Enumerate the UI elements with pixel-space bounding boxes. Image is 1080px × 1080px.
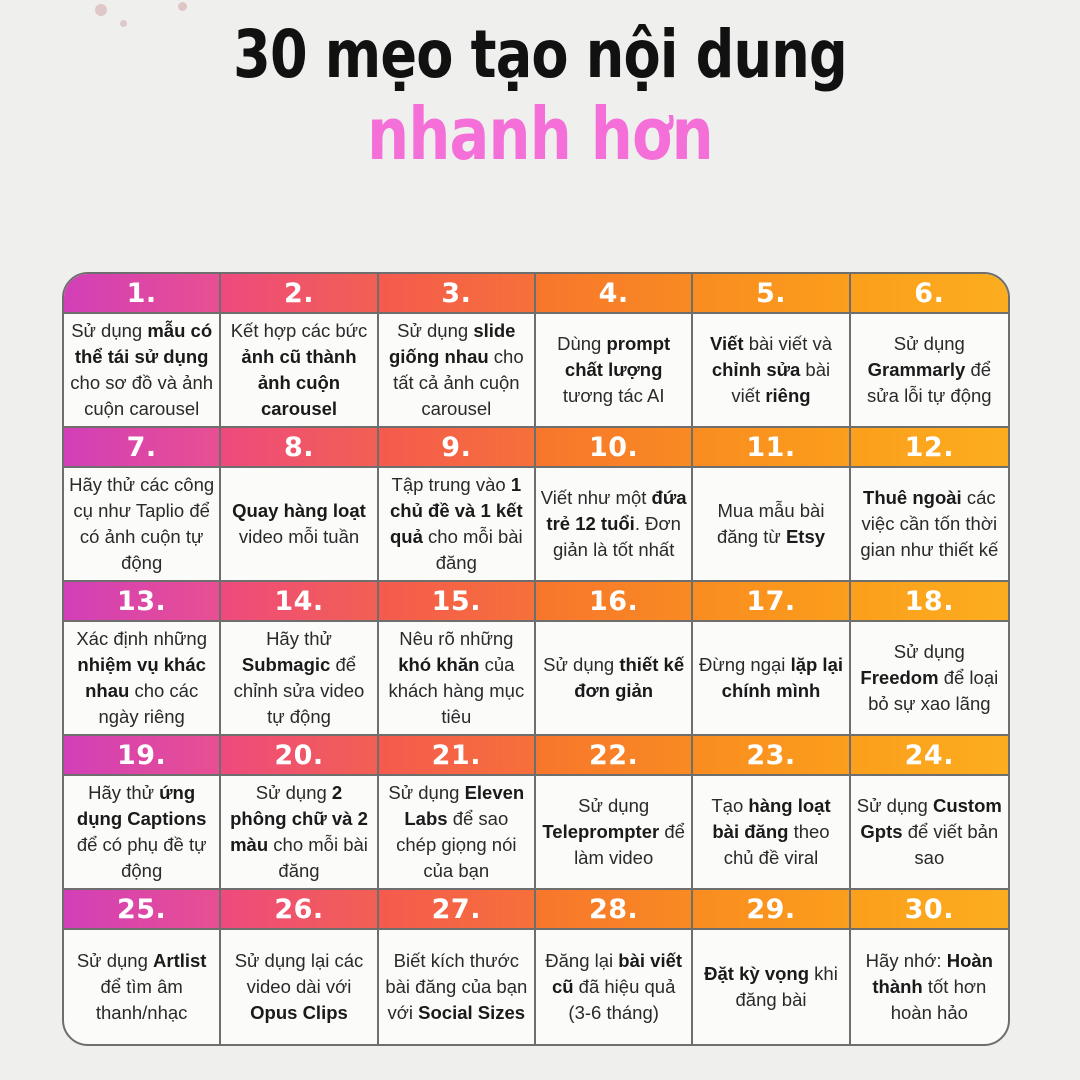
tip-number: 6.: [851, 274, 1008, 314]
tip-text: Sử dụng Grammarly để sửa lỗi tự động: [867, 333, 992, 406]
tip-text: Hãy thử các công cụ như Taplio để có ảnh cuộn tự động: [69, 474, 215, 573]
tip-number: 2.: [221, 274, 376, 314]
tip-text: Sử dụng thiết kế đơn giản: [543, 654, 685, 701]
tip-card: [379, 582, 536, 736]
tip-card: [64, 582, 221, 736]
tip-card: [536, 428, 693, 582]
title-line-1: 30 mẹo tạo nội dung: [233, 16, 847, 93]
page-title: [0, 16, 1080, 176]
tip-text: Hãy nhớ: Hoàn thành tốt hơn hoàn hảo: [865, 950, 993, 1023]
tips-grid: [62, 272, 1010, 1046]
tip-text: Sử dụng slide giống nhau cho tất cả ảnh cuộn carousel: [388, 320, 524, 419]
tip-text: Đăng lại bài viết cũ đã hiệu quả (3-6 tháng): [545, 950, 683, 1023]
tip-number: 10.: [536, 428, 691, 468]
tip-number: 17.: [693, 582, 848, 622]
tip-number: 24.: [851, 736, 1008, 776]
tip-text: Kết hợp các bức ảnh cũ thành ảnh cuộn carousel: [230, 320, 368, 419]
tip-number: 4.: [536, 274, 691, 314]
tip-text: Hãy thử ứng dụng Captions để có phụ đề tự động: [76, 782, 207, 881]
tip-text: Quay hàng loạt video mỗi tuần: [232, 500, 366, 547]
tip-card: [64, 736, 221, 890]
tip-number: 25.: [64, 890, 219, 930]
decorative-blossom: [95, 4, 107, 16]
tip-text: Hãy thử Submagic để chỉnh sửa video tự động: [233, 628, 365, 727]
tip-card: [221, 582, 378, 736]
tip-text: Viết bài viết và chỉnh sửa bài viết riêng: [709, 333, 833, 406]
tip-number: 14.: [221, 582, 376, 622]
tip-card: [851, 274, 1008, 428]
decorative-blossom: [178, 2, 187, 11]
tip-number: 21.: [379, 736, 534, 776]
tip-card: [64, 274, 221, 428]
tip-number: 7.: [64, 428, 219, 468]
tip-text: Sử dụng lại các video dài với Opus Clips: [234, 950, 364, 1023]
tip-text: Thuê ngoài các việc cần tốn thời gian như thiết kế: [860, 487, 999, 560]
tip-card: [379, 428, 536, 582]
tip-text: Sử dụng Freedom để loại bỏ sự xao lãng: [860, 641, 999, 714]
tip-card: [536, 274, 693, 428]
tip-card: [221, 890, 378, 1044]
tip-number: 15.: [379, 582, 534, 622]
tip-number: 8.: [221, 428, 376, 468]
tip-number: 19.: [64, 736, 219, 776]
tip-number: 27.: [379, 890, 534, 930]
tip-card: [536, 890, 693, 1044]
tip-text: Biết kích thước bài đăng của bạn với Social Sizes: [385, 950, 528, 1023]
tip-text: Đặt kỳ vọng khi đăng bài: [704, 963, 838, 1010]
tip-text: Sử dụng Eleven Labs để sao chép giọng nói của bạn: [388, 782, 525, 881]
tip-card: [64, 890, 221, 1044]
tip-card: [693, 890, 850, 1044]
tip-card: [693, 428, 850, 582]
tip-card: [693, 274, 850, 428]
tip-card: [536, 582, 693, 736]
tip-number: 29.: [693, 890, 848, 930]
tip-text: Sử dụng Teleprompter để làm video: [542, 795, 685, 868]
tip-text: Tập trung vào 1 chủ đề và 1 kết quả cho mỗi bài đăng: [389, 474, 523, 573]
tip-number: 26.: [221, 890, 376, 930]
tip-card: [693, 582, 850, 736]
tip-text: Mua mẫu bài đăng từ Etsy: [716, 500, 826, 547]
tip-number: 9.: [379, 428, 534, 468]
tip-card: [379, 890, 536, 1044]
tip-card: [379, 736, 536, 890]
tip-card: [64, 428, 221, 582]
tip-text: Sử dụng Custom Gpts để viết bản sao: [856, 795, 1002, 868]
tip-number: 16.: [536, 582, 691, 622]
tip-card: [851, 428, 1008, 582]
tip-number: 5.: [693, 274, 848, 314]
tip-text: Tạo hàng loạt bài đăng theo chủ đề viral: [711, 795, 831, 868]
tip-number: 3.: [379, 274, 534, 314]
tip-number: 30.: [851, 890, 1008, 930]
tip-card: [851, 736, 1008, 890]
tip-number: 23.: [693, 736, 848, 776]
tip-text: Dùng prompt chất lượng tương tác AI: [557, 333, 671, 406]
tip-card: [851, 582, 1008, 736]
tip-text: Viết như một đứa trẻ 12 tuổi. Đơn giản là tốt nhất: [540, 487, 687, 560]
tip-card: [536, 736, 693, 890]
tip-card: [693, 736, 850, 890]
tip-text: Đừng ngại lặp lại chính mình: [698, 654, 844, 701]
tip-number: 18.: [851, 582, 1008, 622]
title-line-2: nhanh hơn: [367, 92, 713, 176]
tip-number: 22.: [536, 736, 691, 776]
tip-text: Sử dụng 2 phông chữ và 2 màu cho mỗi bài đăng: [230, 782, 368, 881]
tip-card: [851, 890, 1008, 1044]
tip-card: [379, 274, 536, 428]
tip-text: Nêu rõ những khó khăn của khách hàng mục tiêu: [388, 628, 525, 727]
tip-number: 11.: [693, 428, 848, 468]
tip-number: 20.: [221, 736, 376, 776]
tip-text: Sử dụng mẫu có thể tái sử dụng cho sơ đồ và ảnh cuộn carousel: [70, 320, 214, 419]
tip-number: 13.: [64, 582, 219, 622]
tip-number: 12.: [851, 428, 1008, 468]
tip-number: 1.: [64, 274, 219, 314]
tip-number: 28.: [536, 890, 691, 930]
tip-text: Xác định những nhiệm vụ khác nhau cho các ngày riêng: [76, 628, 207, 727]
tip-card: [221, 736, 378, 890]
tip-card: [221, 428, 378, 582]
tip-card: [221, 274, 378, 428]
tip-text: Sử dụng Artlist để tìm âm thanh/nhạc: [76, 950, 207, 1023]
